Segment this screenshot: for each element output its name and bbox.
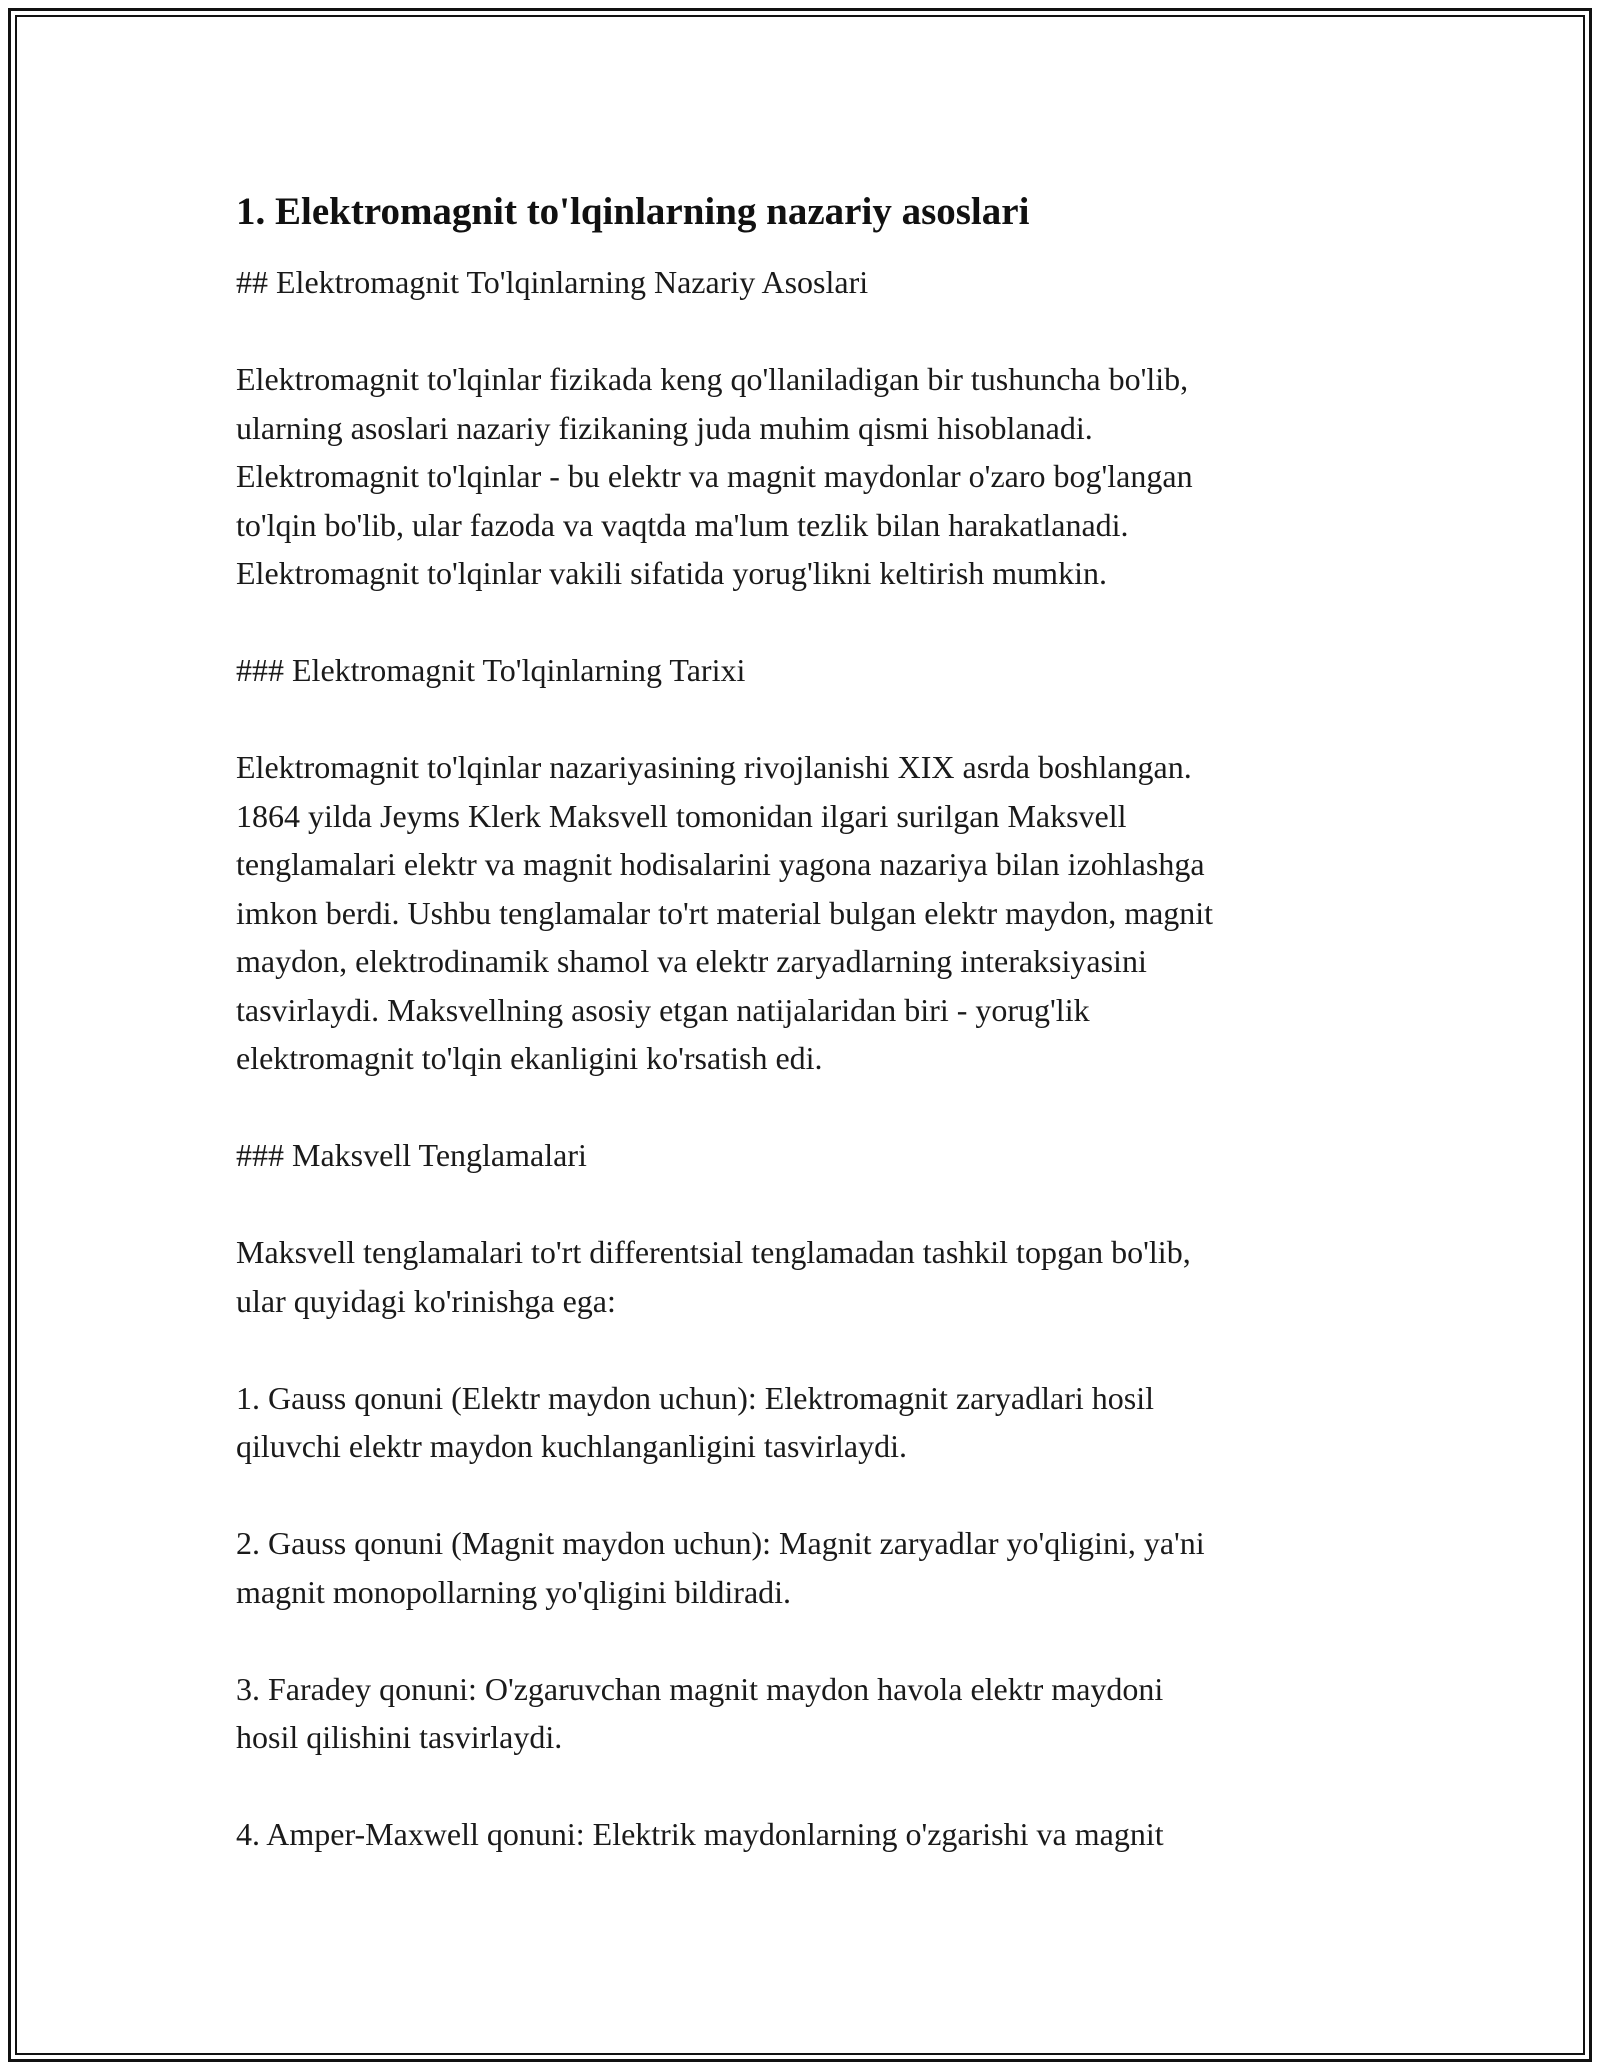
list-item-gauss-magnetic: 2. Gauss qonuni (Magnit maydon uchun): Magnit zaryadlar yo'qligini, ya'ni magnit monopollarning yo'qligini bildiradi. bbox=[236, 1525, 1205, 1610]
section-heading-main: ## Elektromagnit To'lqinlarning Nazariy Asoslari bbox=[236, 264, 869, 300]
document-title: 1. Elektromagnit to'lqinlarning nazariy asoslari bbox=[236, 190, 1030, 233]
list-item-ampere-maxwell: 4. Amper-Maxwell qonuni: Elektrik maydonlarning o'zgarishi va magnit bbox=[236, 1816, 1164, 1852]
paragraph-intro: Elektromagnit to'lqinlar fizikada keng qo'llaniladigan bir tushuncha bo'lib, ularning asoslari nazariy fizikaning juda muhim qismi hisoblanadi. Elektromagnit to'lqinlar - bu elektr va magnit maydonlar o'zaro bog'langan to'lqin bo'lib, ular fazoda va vaqtda ma'lum tezlik bilan harakatlanadi. Elektromagnit to'lqinlar vakili sifatida yorug'likni keltirish mumkin. bbox=[236, 361, 1193, 591]
section-heading-history: ### Elektromagnit To'lqinlarning Tarixi bbox=[236, 652, 746, 688]
list-item-faraday: 3. Faradey qonuni: O'zgaruvchan magnit maydon havola elektr maydoni hosil qilishini tasvirlaydi. bbox=[236, 1670, 1164, 1755]
section-heading-maxwell: ### Maksvell Tenglamalari bbox=[236, 1137, 587, 1173]
paragraph-history: Elektromagnit to'lqinlar nazariyasining rivojlanishi XIX asrda boshlangan. 1864 yilda Jeyms Klerk Maksvell tomonidan ilgari surilgan Maksvell tenglamalari elektr va magnit hodisalarini yagona nazariya bilan izohlashga imkon berdi. Ushbu tenglamalar to'rt material bulgan elektr maydon, magnit maydon, elektrodinamik shamol va elektr zaryadlarning interaksiyasini tasvirlaydi. Maksvellning asosiy etgan natijalaridan biri - yorug'lik elektromagnit to'lqin ekanligini ko'rsatish edi. bbox=[236, 749, 1214, 1076]
paragraph-maxwell-intro: Maksvell tenglamalari to'rt differentsial tenglamadan tashkil topgan bo'lib, ular quyidagi ko'rinishga ega: bbox=[236, 1234, 1191, 1319]
document-body bbox=[236, 186, 1376, 1907]
list-item-gauss-electric: 1. Gauss qonuni (Elektr maydon uchun): Elektromagnit zaryadlari hosil qiluvchi elektr maydon kuchlanganligini tasvirlaydi. bbox=[236, 1379, 1154, 1464]
